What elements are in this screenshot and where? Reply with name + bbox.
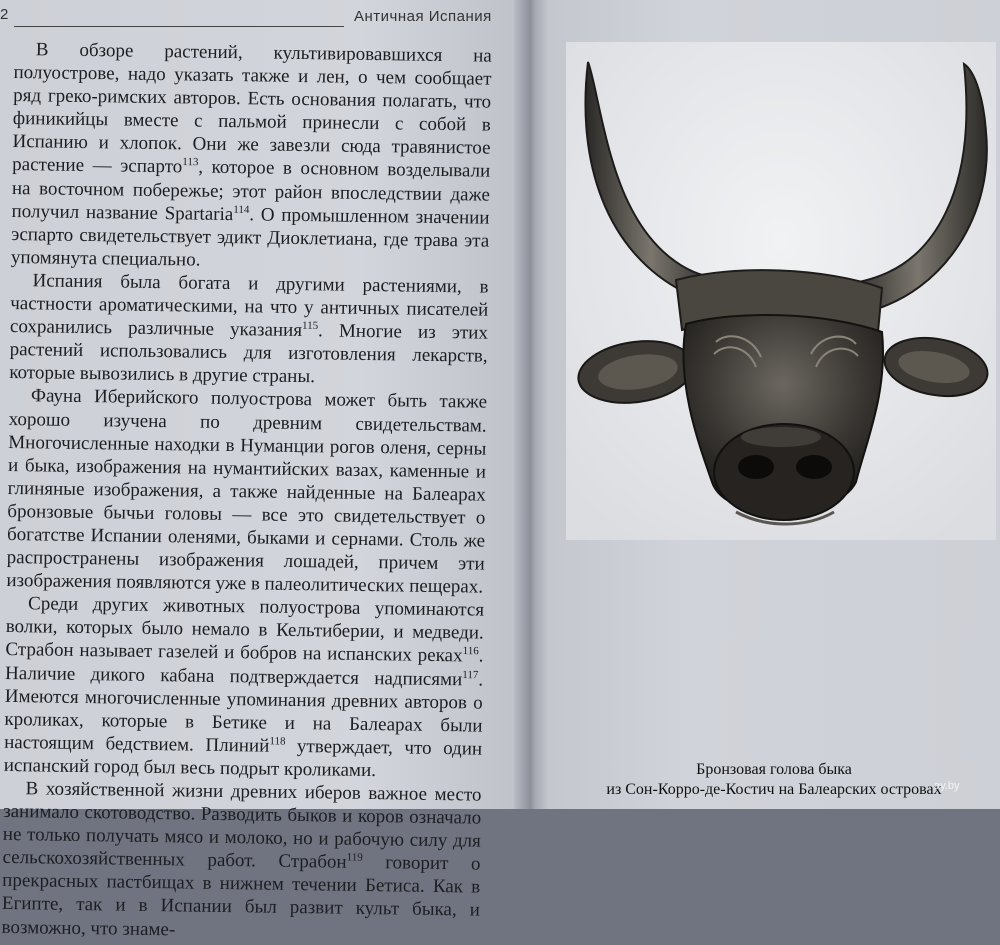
paragraph [11, 38, 492, 276]
figure-photo [566, 42, 996, 540]
footnote-ref: 115 [302, 319, 319, 333]
paragraph [6, 384, 487, 598]
caption-line-2: из Сон-Корро-де-Костич на Балеарских островах [606, 781, 942, 798]
running-title: Античная Испания [354, 8, 492, 25]
header-rule [14, 26, 344, 27]
paragraph-text: . Имеются многочисленные упоминания древних авторов о кроликах, которые в Бетике и на Балеарах были настоящим бедствием. Плиний [4, 669, 484, 757]
book-gutter [514, 0, 550, 809]
footnote-ref: 117 [462, 668, 479, 681]
paragraph-text: , которое в основном возделывали на восточном побережье; этот район впоследствии даже получил название Spartaria [11, 157, 491, 225]
paragraph-text: . Многие из этих растений использовались для изготовления лекарств, которые вывозились в другие страны. [9, 320, 489, 388]
paragraph [4, 592, 485, 783]
page-number: 2 [0, 6, 9, 23]
right-page [548, 0, 1000, 809]
footnote-ref: 113 [182, 156, 199, 169]
paragraph [1, 777, 481, 945]
footnote-ref: 118 [269, 735, 286, 748]
caption-line-1: Бронзовая голова быка [696, 761, 852, 778]
bull-head-icon [566, 42, 996, 540]
paragraph-text: утверждает, что один испанский город был весь подрыт кроликами. [3, 735, 483, 782]
footnote-ref: 116 [462, 645, 479, 658]
paragraph-text: Фауна Иберийского полуострова может быть также хорошо изучена по древним свидетельствам. Многочисленные находки в Нуманции рогов оленя, серны и быка, изображения на нумантийских вазах, каменные и глиняные изображения, а также найденные на Балеарах бронзовые бычьи головы — все это свидетельствует о богатстве Испании оленями, быками и сернами. Столь же распространены изображения лошадей, причем эти изображения появляются уже в палеолитических пещерах. [6, 385, 488, 598]
paragraph-text: В обзоре растений, культивировавшихся на полуострове, надо указать также и лен, о чем сообщает ряд греко-римских авторов. Есть основания полагать, что финикийцы вместе с пальмой принесли с собой в Испанию и хлопок. Они же завезли сюда травянистое растение — эспарто [12, 39, 492, 178]
watermark: ay.by [934, 780, 960, 792]
paragraph-text: Среди других животных полуострова упоминаются волки, которых было немало в Кельтиберии, и медведи. Страбон называет газелей и бобров на испанских реках [5, 593, 485, 667]
paragraph-text: В хозяйственной жизни древних иберов важное место занимало скотоводство. Разводить быков и коров означало не только получать мясо и молоко, но и рабочую силу для сельскохозяйственных работ. Страбон [2, 778, 482, 874]
paragraph-text: Испания была богата и другими растениями, в частности ароматическими, на что у античных писателей сохранились различные указания [9, 270, 489, 342]
paragraph-text: . Наличие дикого кабана подтверждается надписями [4, 645, 484, 690]
figure-caption [548, 760, 1000, 800]
body-text [1, 38, 492, 945]
running-head [0, 6, 500, 26]
footnote-ref: 119 [346, 851, 363, 864]
footnote-ref: 114 [233, 203, 250, 216]
paragraph-text: . О промышленном значении эспарто свидетельствует эдикт Диоклетиана, где трава эта упомянута специально. [10, 203, 490, 271]
paragraph [9, 269, 489, 391]
paragraph-text: говорит о прекрасных пастбищах в нижнем течении Бетиса. Как в Египте, так и в Испании был развит культ быка, и возможно, что знаме- [1, 852, 481, 940]
